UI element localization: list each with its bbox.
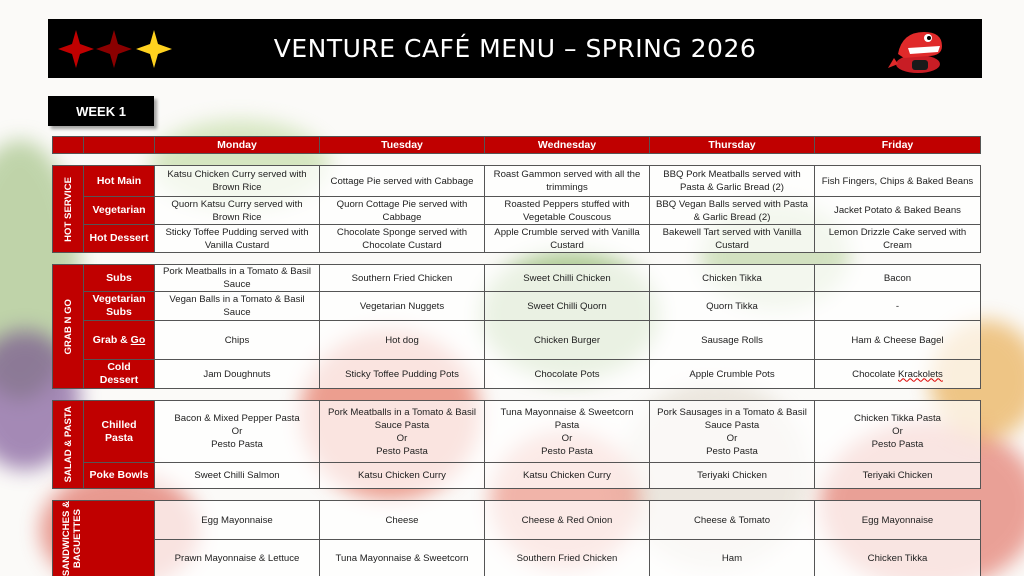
- menu-item: Roasted Peppers stuffed with Vegetable Couscous: [485, 197, 650, 225]
- menu-item: Ham: [650, 540, 815, 576]
- day-header: Tuesday: [320, 137, 485, 154]
- menu-item: Katsu Chicken Curry: [320, 463, 485, 489]
- menu-item: Sticky Toffee Pudding served with Vanilla Custard: [155, 225, 320, 253]
- menu-item: Chicken Burger: [485, 321, 650, 360]
- title-banner: [48, 19, 982, 78]
- menu-row: [53, 265, 981, 292]
- menu-item: Sausage Rolls: [650, 321, 815, 360]
- menu-item: -: [815, 292, 981, 321]
- header-blank: [53, 137, 84, 154]
- menu-item: Vegan Balls in a Tomato & Basil Sauce: [155, 292, 320, 321]
- row-category: Hot Dessert: [84, 225, 155, 253]
- menu-item: Katsu Chicken Curry: [485, 463, 650, 489]
- menu-item: Southern Fried Chicken: [320, 265, 485, 292]
- dinosaur-mascot-icon: [884, 24, 948, 74]
- menu-item: Chocolate Pots: [485, 360, 650, 389]
- row-category: Chilled Pasta: [84, 401, 155, 463]
- menu-row: [53, 166, 981, 197]
- menu-item: Southern Fried Chicken: [485, 540, 650, 576]
- menu-row: [53, 360, 981, 389]
- menu-row: [53, 463, 981, 489]
- menu-item: Teriyaki Chicken: [650, 463, 815, 489]
- section-label: SANDWICHES & BAGUETTES: [53, 501, 155, 576]
- week-tab: WEEK 1: [48, 96, 154, 126]
- row-category: Poke Bowls: [84, 463, 155, 489]
- menu-item: Ham & Cheese Bagel: [815, 321, 981, 360]
- section-label: SALAD & PASTA: [53, 401, 84, 489]
- menu-item: Quorn Cottage Pie served with Cabbage: [320, 197, 485, 225]
- row-category-text: Grab &: [92, 333, 131, 346]
- menu-item: Egg Mayonnaise: [155, 501, 320, 540]
- menu-item: Pork Meatballs in a Tomato & Basil Sauce Pasta Or Pesto Pasta: [320, 401, 485, 463]
- menu-item: Roast Gammon served with all the trimmings: [485, 166, 650, 197]
- menu-row: [53, 501, 981, 540]
- menu-item: Cheese: [320, 501, 485, 540]
- menu-row: [53, 401, 981, 463]
- menu-item: Katsu Chicken Curry served with Brown Rice: [155, 166, 320, 197]
- menu-item: Jam Doughnuts: [155, 360, 320, 389]
- menu-item: Tuna Mayonnaise & Sweetcorn: [320, 540, 485, 576]
- day-header: Wednesday: [485, 137, 650, 154]
- menu-row: [53, 321, 981, 360]
- stars-logo-icon: [56, 26, 180, 72]
- header-blank: [84, 137, 155, 154]
- menu-item: Fish Fingers, Chips & Baked Beans: [815, 166, 981, 197]
- menu-item: Sweet Chilli Chicken: [485, 265, 650, 292]
- day-header: Monday: [155, 137, 320, 154]
- menu-item: Apple Crumble Pots: [650, 360, 815, 389]
- section-label: GRAB N GO: [53, 265, 84, 389]
- menu-item: Apple Crumble served with Vanilla Custard: [485, 225, 650, 253]
- menu-item: Quorn Katsu Curry served with Brown Rice: [155, 197, 320, 225]
- menu-item: Chips: [155, 321, 320, 360]
- section-label: HOT SERVICE: [53, 166, 84, 253]
- menu-row: [53, 540, 981, 576]
- menu-item: Cottage Pie served with Cabbage: [320, 166, 485, 197]
- menu-item: Vegetarian Nuggets: [320, 292, 485, 321]
- menu-item: Chocolate Krackolets: [815, 360, 981, 389]
- menu-item: Egg Mayonnaise: [815, 501, 981, 540]
- menu-row: [53, 292, 981, 321]
- menu-item: Hot dog: [320, 321, 485, 360]
- menu-item: Prawn Mayonnaise & Lettuce: [155, 540, 320, 576]
- menu-item: Lemon Drizzle Cake served with Cream: [815, 225, 981, 253]
- menu-item: Bacon: [815, 265, 981, 292]
- menu-item: Pork Meatballs in a Tomato & Basil Sauce: [155, 265, 320, 292]
- menu-item: Chocolate Sponge served with Chocolate Custard: [320, 225, 485, 253]
- menu-item: Bacon & Mixed Pepper Pasta Or Pesto Pasta: [155, 401, 320, 463]
- day-header-row: [53, 137, 981, 154]
- menu-item: Jacket Potato & Baked Beans: [815, 197, 981, 225]
- menu-item: BBQ Vegan Balls served with Pasta & Garlic Bread (2): [650, 197, 815, 225]
- menu-item: Teriyaki Chicken: [815, 463, 981, 489]
- row-category-text: Go: [130, 333, 146, 346]
- menu-item: Chicken Tikka: [650, 265, 815, 292]
- row-category: Vegetarian: [84, 197, 155, 225]
- menu-item: Sweet Chilli Salmon: [155, 463, 320, 489]
- menu-item: BBQ Pork Meatballs served with Pasta & Garlic Bread (2): [650, 166, 815, 197]
- menu-item: Chicken Tikka: [815, 540, 981, 576]
- menu-item: Cheese & Red Onion: [485, 501, 650, 540]
- row-category: Cold Dessert: [84, 360, 155, 389]
- menu-item: Pork Sausages in a Tomato & Basil Sauce Pasta Or Pesto Pasta: [650, 401, 815, 463]
- menu-item: Bakewell Tart served with Vanilla Custard: [650, 225, 815, 253]
- menu-item: Chicken Tikka Pasta Or Pesto Pasta: [815, 401, 981, 463]
- row-category: Hot Main: [84, 166, 155, 197]
- row-category: Vegetarian Subs: [84, 292, 155, 321]
- day-header: Friday: [815, 137, 981, 154]
- menu-row: [53, 197, 981, 225]
- day-header: Thursday: [650, 137, 815, 154]
- menu-row: [53, 225, 981, 253]
- page-title: VENTURE CAFÉ MENU – SPRING 2026: [273, 34, 757, 63]
- menu-item: Cheese & Tomato: [650, 501, 815, 540]
- menu-item: Quorn Tikka: [650, 292, 815, 321]
- row-category: [84, 321, 155, 360]
- row-category: Subs: [84, 265, 155, 292]
- menu-table: [52, 136, 981, 576]
- menu-item: Tuna Mayonnaise & Sweetcorn Pasta Or Pesto Pasta: [485, 401, 650, 463]
- menu-item: Sweet Chilli Quorn: [485, 292, 650, 321]
- menu-item: Sticky Toffee Pudding Pots: [320, 360, 485, 389]
